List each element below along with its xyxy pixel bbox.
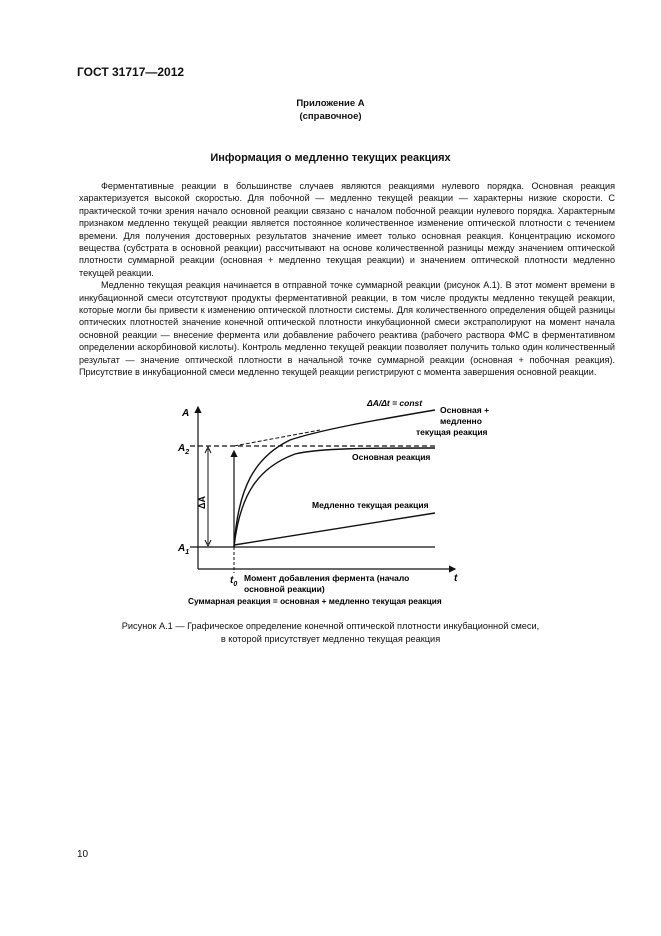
delta-a-label: ΔA	[197, 496, 207, 509]
caption-line-2: в которой присутствует медленно текущая реакция	[220, 634, 441, 644]
t-label: t	[454, 573, 458, 584]
figure-caption	[0, 620, 661, 646]
sum-reaction-note: Суммарная реакция = основная + медленно текущая реакция	[188, 596, 442, 606]
sum-curve-label: Основная + медленно текущая реакция	[416, 405, 490, 437]
slow-reaction-line	[234, 513, 435, 545]
main-reaction-curve	[234, 448, 435, 547]
slope-label: ΔA/Δt = const	[367, 398, 423, 408]
reaction-graph	[170, 397, 490, 607]
slow-curve-label: Медленно текущая реакция	[312, 500, 429, 510]
figure-a1	[170, 397, 490, 607]
start-label: Момент добавления фермента (начало основной реакции)	[244, 573, 410, 594]
section-title: Информация о медленно текущих реакциях	[210, 152, 451, 164]
t0-label: $t_0$	[230, 575, 238, 588]
a1-label: $A_1$	[178, 543, 190, 556]
page-number: 10	[77, 849, 89, 860]
extrapolation-line	[234, 430, 320, 446]
annex-heading	[0, 97, 661, 123]
paragraph: Медленно текущая реакция начинается в отправной точке суммарной реакции (рисунок А.1). В этот момент времени в инкубационной смеси отсутствуют продукты ферментативной реакции, в том числе продукты медленно текущей реакции, которые могли бы привести к изменению оптической плотности системы. Для количественного определения общей разницы оптических плотностей значение конечной оптической плотности инкубационной смеси экстраполируют на момент начала основной реакции — внесение фермента или добавление рабочего реактива (рабочего раствора ФМС в ферментативном определении аскорбиновой кислоты). Контроль медленно текущей реакции позволяет получить только один количественный результат — значение оптической плотности в начальной точке суммарной реакции (основная + побочная реакция). Присутствие в инкубационной смеси медленно текущей реакции регистрируют с момента завершения основной реакции.	[79, 280, 615, 378]
caption-line-1: Рисунок А.1 — Графическое определение конечной оптической плотности инкубационной смеси,	[121, 621, 540, 631]
paragraph: Ферментативные реакции в большинстве случаев являются реакциями нулевого порядка. Основная реакция характеризуется высокой скоростью. Для побочной — медленно текущей реакции — характерны низкие скорости. С практической точки зрения начало основной реакции связано с началом побочной реакции нулевого порядка. Характерным признаком медленно текущей реакции является постоянное количественное изменение оптической плотности с течением времени. Для получения достоверных результатов значение имеет только основная реакция. Концентрацию искомого вещества (субстрата в основной реакции) рассчитывают на основе количественной разницы между значением оптической плотности суммарной реакции (основная + медленно текущая реакции) и значением оптической плотности медленно текущей реакции.	[79, 181, 615, 278]
axis-a-label: A	[182, 408, 190, 419]
sum-reaction-curve	[234, 410, 435, 547]
document-header: ГОСТ 31717—2012	[77, 65, 185, 79]
body-text	[79, 180, 615, 379]
a2-label: $A_2$	[178, 443, 190, 456]
annex-label: Приложение А	[296, 98, 365, 109]
main-curve-label: Основная реакция	[352, 452, 431, 462]
annex-type: (справочное)	[299, 111, 362, 122]
